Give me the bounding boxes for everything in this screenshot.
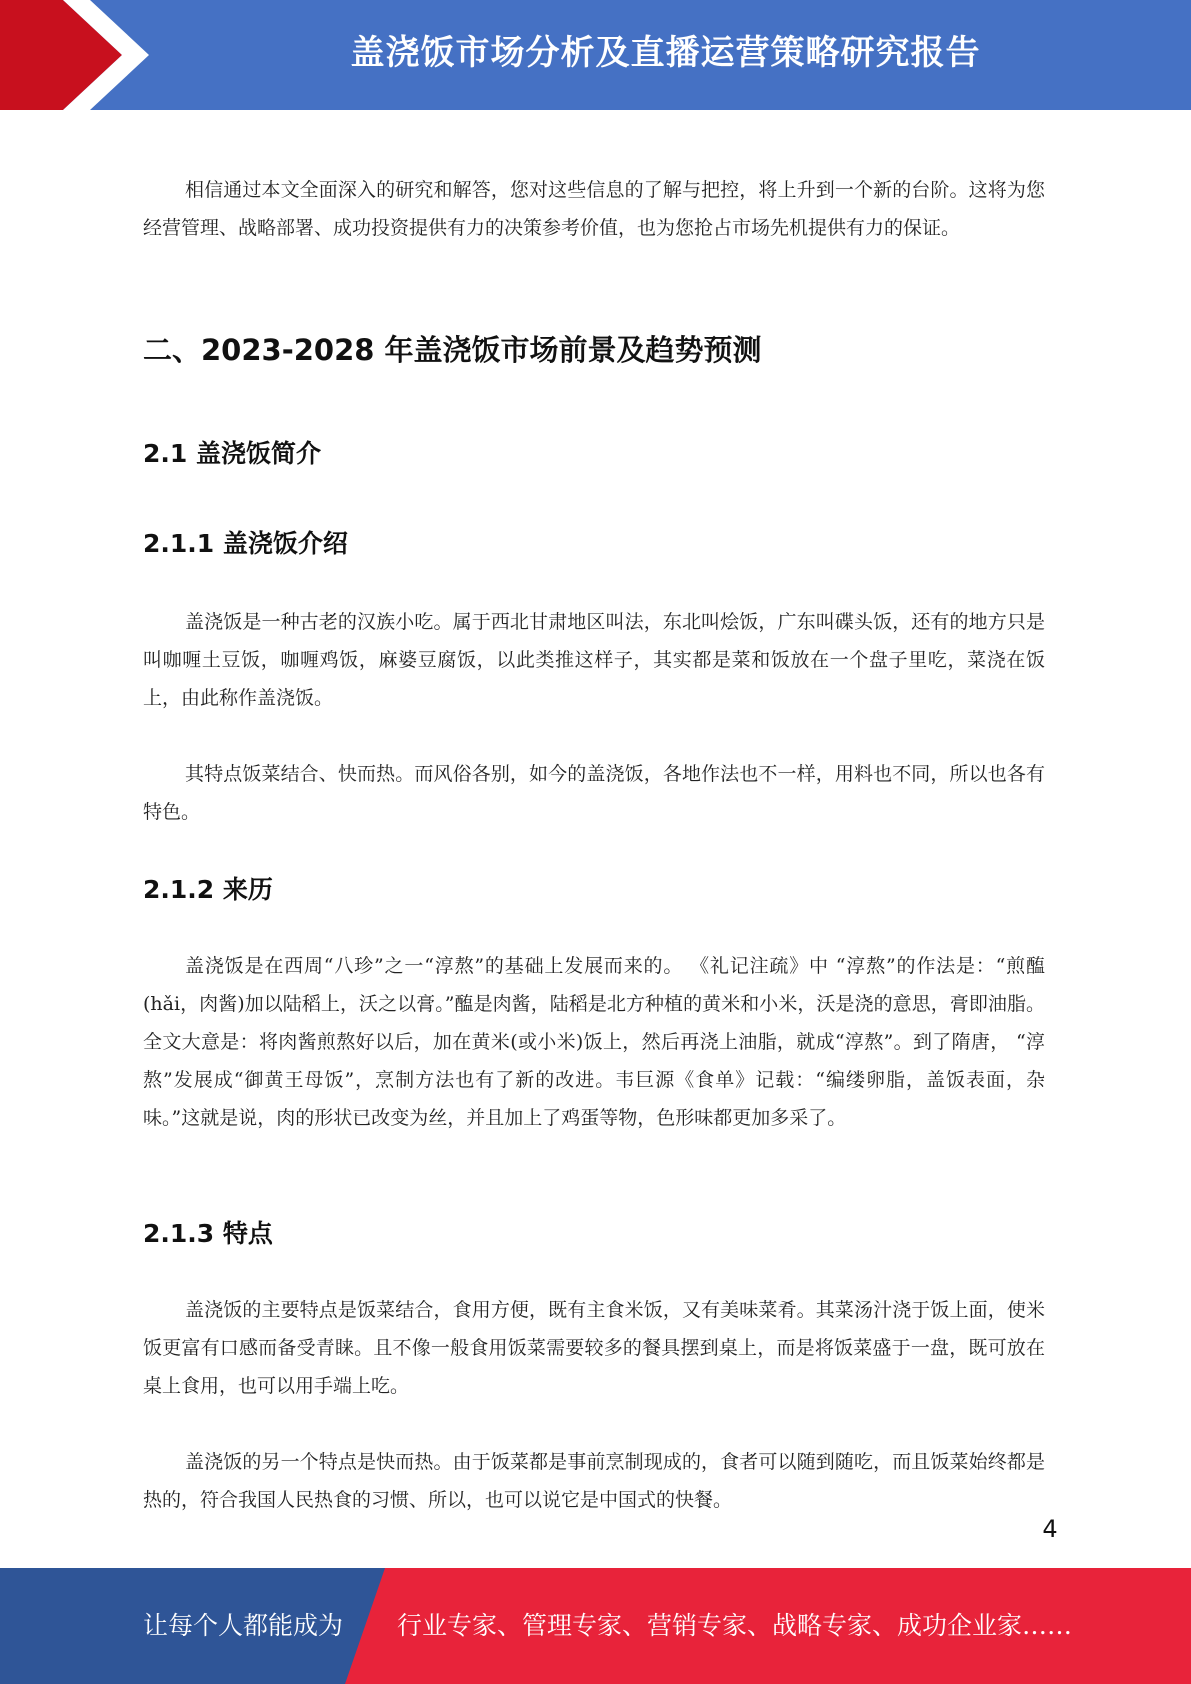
subsection-heading-2-1-1: 2.1.1 盖浇饭介绍: [143, 529, 348, 558]
page-number: 4: [1042, 1515, 1058, 1543]
paragraph-introduction: 盖浇饭是一种古老的汉族小吃。属于西北甘肃地区叫法，东北叫烩饭，广东叫碟头饭，还有的地方只是叫咖喱土豆饭，咖喱鸡饭，麻婆豆腐饭，以此类推这样子，其实都是菜和饭放在一个盘子里吃，菜浇在饭上，由此称作盖浇饭。: [143, 611, 1045, 709]
footer-slogan-left: 让每个人都能成为: [143, 1611, 344, 1640]
subsection-heading-2-1: 2.1 盖浇饭简介: [143, 439, 321, 468]
footer-slogan-right: 行业专家、管理专家、营销专家、战略专家、成功企业家……: [397, 1611, 1073, 1640]
intro-paragraph: 相信通过本文全面深入的研究和解答，您对这些信息的了解与把控，将上升到一个新的台阶。这将为您经营管理、战略部署、成功投资提供有力的决策参考价值，也为您抢占市场先机提供有力的保证。: [143, 179, 1045, 239]
section-heading-2: 二、2023-2028 年盖浇饭市场前景及趋势预测: [143, 333, 762, 367]
page-header: [0, 0, 1191, 110]
paragraph-history: 盖浇饭是在西周“八珍”之一“淳熬”的基础上发展而来的。 《礼记注疏》中 “淳熬”的作法是：“煎醢(hǎi，肉酱)加以陆稻上，沃之以膏。”醢是肉酱，陆稻是北方种植的黄米和小米，沃是浇的意思，膏即油脂。全文大意是：将肉酱煎熬好以后，加在黄米(或小米)饭上，然后再浇上油脂，就成“淳熬”。到了隋唐， “淳熬”发展成“御黄王母饭”，烹制方法也有了新的改进。韦巨源《食单》记载：“编缕卵脂，盖饭表面，杂味。”这就是说，肉的形状已改变为丝，并且加上了鸡蛋等物，色形味都更加多采了。: [143, 955, 1045, 1129]
page-footer: [0, 1568, 1191, 1684]
subsection-heading-2-1-2: 2.1.2 来历: [143, 875, 273, 904]
paragraph-fast-and-hot: 盖浇饭的另一个特点是快而热。由于饭菜都是事前烹制现成的，食者可以随到随吃，而且饭菜始终都是热的，符合我国人民热食的习惯、所以，也可以说它是中国式的快餐。: [143, 1451, 1045, 1511]
document-title: 盖浇饭市场分析及直播运营策略研究报告: [350, 33, 981, 73]
paragraph-characteristics-summary: 其特点饭菜结合、快而热。而风俗各别，如今的盖浇饭，各地作法也不一样，用料也不同，所以也各有特色。: [143, 763, 1045, 823]
paragraph-features: 盖浇饭的主要特点是饭菜结合，食用方便，既有主食米饭，又有美味菜肴。其菜汤汁浇于饭上面，使米饭更富有口感而备受青睐。且不像一般食用饭菜需要较多的餐具摆到桌上，而是将饭菜盛于一盘，既可放在桌上食用，也可以用手端上吃。: [143, 1299, 1045, 1397]
subsection-heading-2-1-3: 2.1.3 特点: [143, 1219, 273, 1248]
